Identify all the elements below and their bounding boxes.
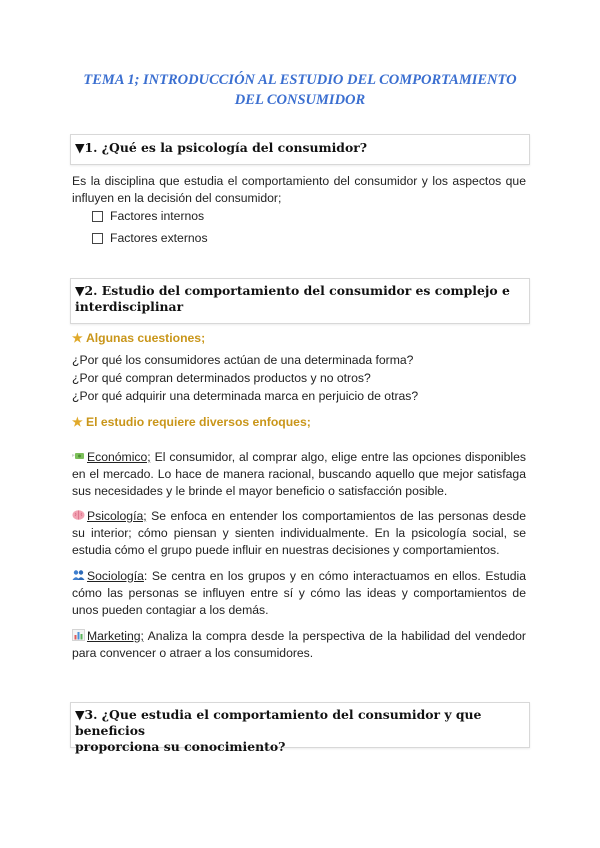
approach-marketing-label: Marketing; <box>87 629 144 643</box>
checklist <box>92 205 208 249</box>
approach-economico <box>72 449 526 500</box>
question-item: ¿Por qué adquirir una determinada marca en perjuicio de otras? <box>72 389 419 403</box>
approach-economico-text: El consumidor, al comprar algo, elige entre las opciones disponibles en el mercado. Lo hace de manera racional, buscando aquello que mejor satisfaga sus necesidades y le brinde el mayor beneficio o satisfacción posible. <box>72 450 526 498</box>
section-3-heading[interactable] <box>70 702 530 754</box>
section-1-paragraph: Es la disciplina que estudia el comportamiento del consumidor y los aspectos que influyen en la decisión del consumidor; <box>72 174 526 205</box>
section-3-heading-line-1: 3. ¿Que estudia el comportamiento del consumidor y que beneficios <box>75 707 482 738</box>
section-2-heading-line-1: 2. Estudio del comportamiento del consumidor es complejo e <box>84 283 510 298</box>
subheading-cuestiones <box>72 331 205 345</box>
section-1-heading-text: 1. ¿Qué es la psicología del consumidor? <box>84 140 368 155</box>
section-3-heading-line-2: proporciona su conocimiento? <box>75 739 286 754</box>
section-2-heading-line-2: interdisciplinar <box>75 299 184 314</box>
approach-psicologia-text: Se enfoca en entender los comportamientos de las personas desde su interior; cómo piensan y sienten individualmente. En la psicología social, se estudia cómo el grupo puede influir en nuestras decisiones y comportamientos. <box>72 509 526 557</box>
bar-chart-icon <box>72 629 85 641</box>
checklist-item-label: Factores internos <box>110 209 205 223</box>
checklist-item[interactable] <box>92 205 208 227</box>
collapse-triangle-icon[interactable]: ▼ <box>75 140 85 155</box>
approach-psicologia <box>72 508 526 559</box>
star-icon: ★ <box>72 331 83 345</box>
approach-sociologia <box>72 568 526 619</box>
approach-psicologia-label: Psicología; <box>87 509 147 523</box>
approach-marketing <box>72 628 526 662</box>
brain-icon <box>72 509 85 521</box>
checkbox-icon[interactable] <box>92 233 103 244</box>
collapse-triangle-icon[interactable]: ▼ <box>75 707 85 722</box>
question-item: ¿Por qué los consumidores actúan de una determinada forma? <box>72 353 414 367</box>
approach-sociologia-text: : Se centra en los grupos y en cómo interactuamos en ellos. Estudia cómo las personas se influyen entre sí y cómo las ideas y comportamientos de unos pueden contagiar a los demás. <box>72 569 526 617</box>
approach-sociologia-label: Sociología <box>87 569 144 583</box>
checkbox-icon[interactable] <box>92 211 103 222</box>
title-line-2: DEL CONSUMIDOR <box>234 92 366 108</box>
section-1-heading[interactable] <box>70 134 530 165</box>
checklist-item[interactable] <box>92 227 208 249</box>
money-with-wings-icon <box>72 450 85 462</box>
subheading-cuestiones-text: Algunas cuestiones; <box>85 331 206 345</box>
star-icon: ★ <box>72 415 83 429</box>
checklist-item-label: Factores externos <box>110 231 208 245</box>
approach-economico-label: Económico; <box>87 450 151 464</box>
title-line-1: TEMA 1; INTRODUCCIÓN AL ESTUDIO DEL COMPORTAMIENTO <box>83 72 517 88</box>
section-2-heading[interactable] <box>70 278 530 324</box>
collapse-triangle-icon[interactable]: ▼ <box>75 283 85 298</box>
question-item: ¿Por qué compran determinados productos y no otros? <box>72 371 371 385</box>
people-icon <box>72 569 85 581</box>
questions-list <box>72 351 418 405</box>
subheading-enfoques <box>72 415 311 429</box>
approach-marketing-text: Analiza la compra desde la perspectiva de la habilidad del vendedor para convencer o atraer a los consumidores. <box>72 629 526 660</box>
subheading-enfoques-text: El estudio requiere diversos enfoques; <box>85 415 311 429</box>
document-title <box>70 70 530 110</box>
